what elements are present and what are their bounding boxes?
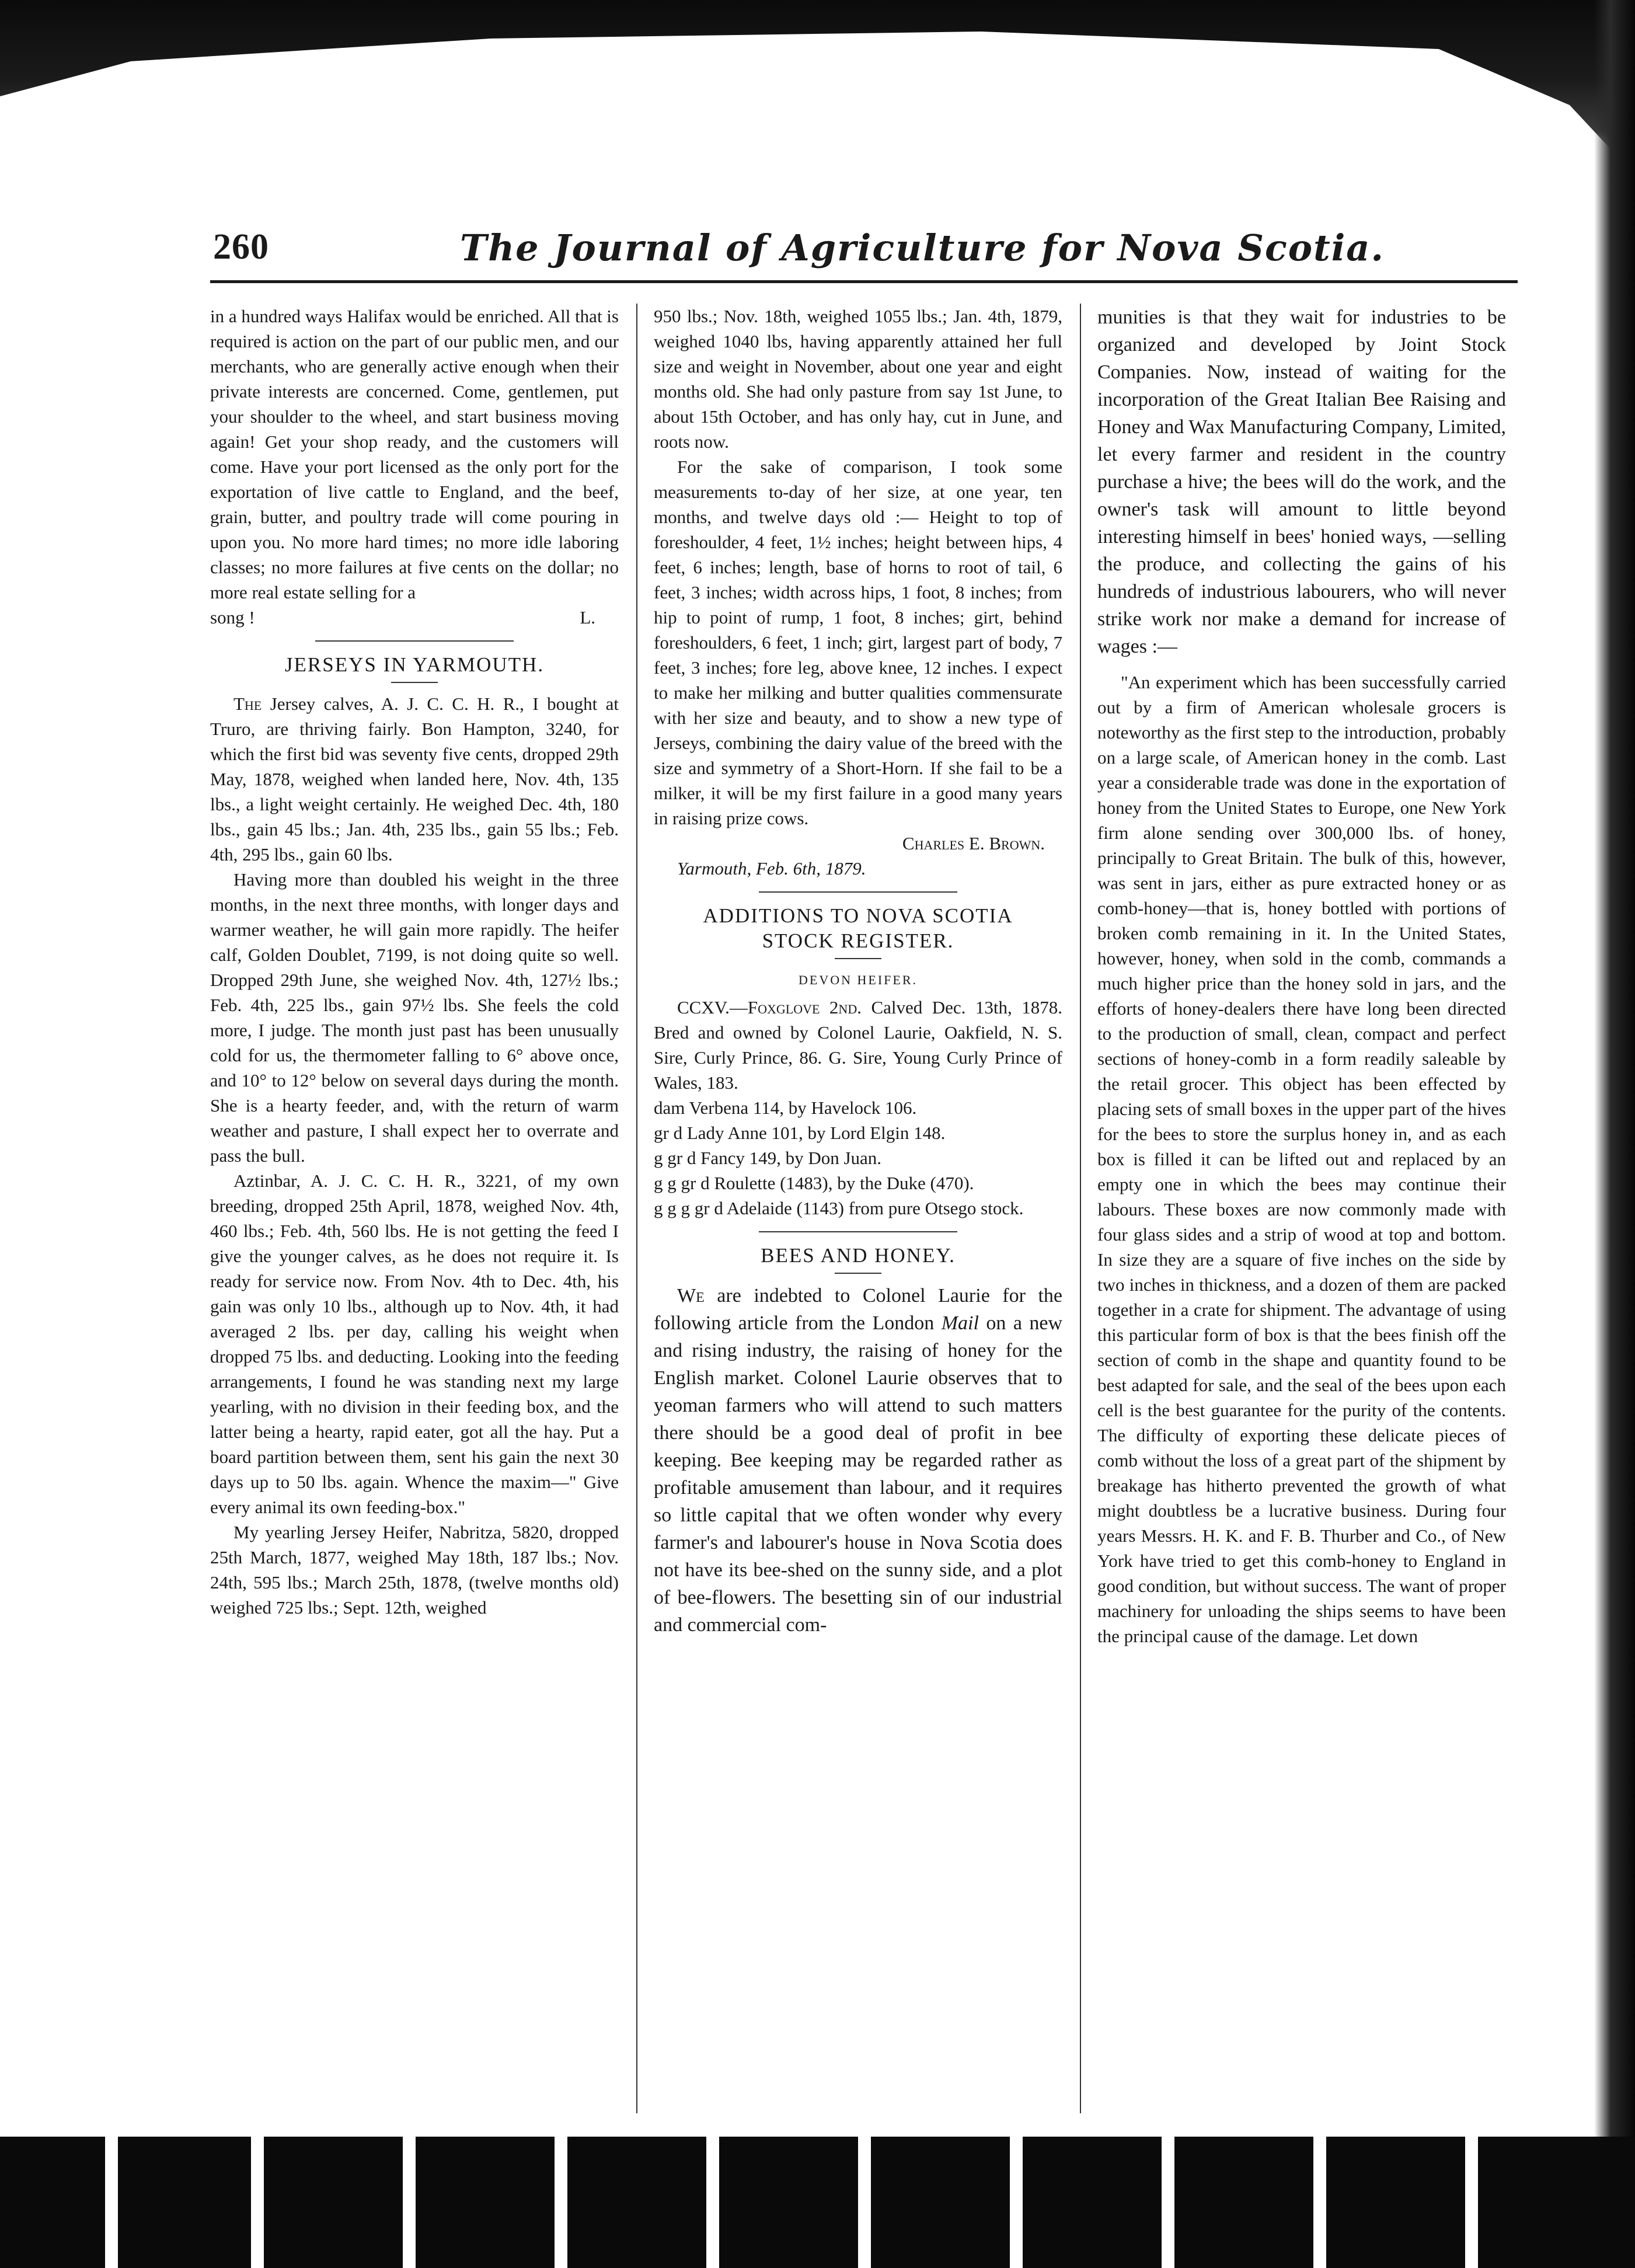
page-header xyxy=(210,222,1518,286)
article-heading: BEES AND HONEY. xyxy=(761,1244,956,1267)
intro-signature-row xyxy=(210,605,619,630)
column-1 xyxy=(210,304,619,2119)
dateline: Yarmouth, Feb. 6th, 1879. xyxy=(677,858,866,879)
paragraph-text: on a new and rising industry, the raising of honey for the English market. Colonel Laurie observes that to yeoman farmers who will attend to such matters there should be a good deal of profit in bee keeping. Bee keeping may be regarded rather as profitable amusement than labour, and it requires so little capital that we often wonder why every farmer's and labourer's house in Nova Scotia does not have its bee-shed on the sunny side, and a plot of bee-flowers. The besetting sin of our industrial and commercial com- xyxy=(654,1312,1062,1636)
scan-shadow-top xyxy=(0,0,1635,175)
scan-shadow-right xyxy=(1594,0,1635,2268)
publication-name: Mail xyxy=(941,1312,979,1334)
scan-notch xyxy=(555,2133,567,2268)
scan-notch xyxy=(251,2133,264,2268)
column-divider xyxy=(1080,304,1081,2113)
journal-title: The Journal of Agriculture for Nova Scotia. xyxy=(459,227,1385,269)
paragraph: 950 lbs.; Nov. 18th, weighed 1055 lbs.; Jan. 4th, 1879, weighed 1040 lbs, having apparently attained her full size and weight in November, about one year and eight months old. She had only pasture from say 1st June, to about 15th October, and has only hay, cut in June, and roots now. xyxy=(654,306,1062,452)
section-rule xyxy=(315,640,514,642)
pedigree-line: g g gr d Roulette (1483), by the Duke (470). xyxy=(654,1173,974,1193)
scan-notch xyxy=(1465,2133,1478,2268)
section-rule xyxy=(759,891,957,893)
paragraph: "An experiment which has been successfully carried out by a firm of American wholesale grocers is noteworthy as the first step to the introduction, probably on a large scale, of American honey in the comb. Last year a considerable trade was done in the exportation of honey from the United States to Europe, one New York firm alone sending over 300,000 lbs. of honey, principally to Great Britain. The bulk of this, however, was sent in jars, either as pure extracted honey or as comb-honey—that is, honey bottled with portions of broken comb remaining in it. In the United States, however, honey, when sold in the comb, commands a much higher price than the honey sold in jars, and the efforts of honey-dealers there have long been directed to the production of small, clean, compact and perfect sections of honey-comb in a form readily saleable by the retail grocer. This object has been effected by placing sets of small boxes in the upper part of the hives for the bees to store the surplus honey in, and as each box is filled it can be lifted out and replaced by an empty one in which the bees may continue their labours. These boxes are now commonly made with four glass sides and a strip of wood at top and bottom. In size they are a square of five inches on the side by two inches in thickness, and a dozen of them are packed together in a crate for shipment. The advantage of using this particular form of box is that the bees finish off the section of comb in the shape and quantity found to be best adapted for sale, and the seal of the bees upon each cell is the best guarantee for the purity of the contents. The difficulty of exporting these delicate pieces of comb without the loss of a great part of the shipment by breakage has hitherto prevented the growth of what might doubtless be a lucrative business. During four years Messrs. H. K. and F. B. Thurber and Co., of New York have tried to get this comb-honey to England in good condition, but without success. The want of proper machinery for unloading the ships seems to have been the principal cause of the damage. Let down xyxy=(1097,672,1506,1646)
scan-notch xyxy=(858,2133,871,2268)
paragraph xyxy=(210,691,619,867)
heading-rule xyxy=(391,682,438,683)
column-3 xyxy=(1097,304,1506,2119)
pedigree-line: g gr d Fancy 149, by Don Juan. xyxy=(654,1148,882,1168)
heading-rule xyxy=(835,958,881,959)
heading-rule xyxy=(835,1273,881,1274)
scan-notch xyxy=(403,2133,416,2268)
pedigree-line: gr d Lady Anne 101, by Lord Elgin 148. xyxy=(654,1123,946,1143)
article-heading: STOCK REGISTER. xyxy=(762,929,954,952)
scan-notch xyxy=(1162,2133,1174,2268)
article-heading: JERSEYS IN YARMOUTH. xyxy=(284,653,545,676)
entry-name: Foxglove 2nd. xyxy=(747,997,862,1018)
paragraph xyxy=(654,1282,1062,1639)
article-heading: ADDITIONS TO NOVA SCOTIA xyxy=(703,904,1013,927)
lead-word: We xyxy=(677,1285,705,1307)
paragraph-text: are indebted to Colonel Laurie for the following article from the London xyxy=(654,1285,1063,1334)
scan-shadow-bottom xyxy=(0,2137,1635,2268)
entry-number: CCXV.— xyxy=(677,997,748,1018)
pedigree-line: g g g gr d Adelaide (1143) from pure Otsego stock. xyxy=(654,1198,1024,1218)
intro-signature: L. xyxy=(580,607,595,628)
register-entry xyxy=(654,995,1062,1095)
paragraph-text: Jersey calves, A. J. C. C. H. R., I bought at Truro, are thriving fairly. Bon Hampton, 3240, for which the first bid was seventy five cents, dropped 29th May, 1878, weighed when landed here, Nov. 4th, 135 lbs., a light weight certainly. He weighed Dec. 4th, 180 lbs., gain 45 lbs.; Jan. 4th, 235 lbs., gain 55 lbs.; Feb. 4th, 295 lbs., gain 60 lbs. xyxy=(210,694,619,865)
sub-heading: DEVON HEIFER. xyxy=(799,973,918,987)
paragraph: Aztinbar, A. J. C. C. H. R., 3221, of my own breeding, dropped 25th April, 1878, weighed Nov. 4th, 460 lbs.; Feb. 4th, 560 lbs. He is not getting the feed I give the younger calves, as he does not require it. Is ready for service now. From Nov. 4th to Dec. 4th, his gain was only 10 lbs., although up to Nov. 4th, it had averaged 2 lbs. per day, calling his weight when dropped 75 lbs. and deducting. Looking into the feeding arrangements, I found he was standing next my large yearling, with no division in their feeding box, and the latter being a hearty, rapid eater, got all the hay. Put a board partition between them, sent his gain the next 30 days up to 50 lbs. again. Whence the maxim—" Give every animal its own feeding-box." xyxy=(210,1170,619,1517)
journal-page xyxy=(210,222,1518,2119)
author-signature: Charles E. Brown. xyxy=(902,833,1045,853)
pedigree-list xyxy=(654,1095,1062,1221)
scan-notch xyxy=(1313,2133,1326,2268)
column-2 xyxy=(654,304,1062,2119)
scan-notch xyxy=(1010,2133,1023,2268)
paragraph: in a hundred ways Halifax would be enriched. All that is required is action on the part of our public men, and our merchants, who are generally active enough when their private interests are concerned. Come, gentlemen, put your shoulder to the wheel, and start business moving again! Get your shop ready, and the customers will come. Have your port licensed as the only port for the exportation of live cattle to England, and the beef, grain, butter, and poultry trade will come pouring in upon you. No more hard times; no more idle laboring classes; no more failures at five cents on the dollar; no more real estate selling for a xyxy=(210,306,619,602)
paragraph: Having more than doubled his weight in the three months, in the next three months, with longer days and warmer weather, he will gain more rapidly. The heifer calf, Golden Doublet, 7199, is not doing quite so well. Dropped 29th June, she weighed Nov. 4th, 127½ lbs.; Feb. 4th, 225 lbs., gain 97½ lbs. She feels the cold more, I judge. The month just past has been unusually cold for us, the thermometer falling to 6° above once, and 10° to 12° below on several days during the month. She is a hearty feeder, and, with the return of warm weather and pasture, I shall expect her to overrate and pass the bull. xyxy=(210,869,619,1166)
section-rule xyxy=(759,1231,957,1232)
column-divider xyxy=(636,304,637,2113)
entry-text: Calved Dec. 13th, 1878. Bred and owned by Colonel Laurie, Oakfield, N. S. Sire, Curly Prince, 86. G. Sire, Young Curly Prince of Wales, 183. xyxy=(654,997,1063,1093)
page-number: 260 xyxy=(213,227,269,267)
header-rule xyxy=(210,280,1518,283)
paragraph: For the sake of comparison, I took some measurements to-day of her size, at one year, ten months, and twelve days old :— Height to top of foreshoulder, 4 feet, 1½ inches; height between hips, 4 feet, 6 inches; length, base of horns to root of tail, 6 feet, 3 inches; width across hips, 1 foot, 8 inches; from hip to point of rump, 1 foot, 8 inches; girt, behind foreshoulders, 6 feet, 1 inch; girt, largest part of body, 7 feet, 3 inches; fore leg, above knee, 12 inches. I expect to make her milking and butter qualities commensurate with her size and beauty, and to show a new type of Jerseys, combining the dairy value of the breed with the size and symmetry of a Short-Horn. If she fail to be a milker, it will be my first failure in a good many years in raising prize cows. xyxy=(654,457,1062,828)
scan-notch xyxy=(105,2133,118,2268)
scan-notch xyxy=(706,2133,719,2268)
paragraph: My yearling Jersey Heifer, Nabritza, 5820, dropped 25th March, 1877, weighed May 18th, 187 lbs.; Nov. 24th, 595 lbs.; March 25th, 1878, (twelve months old) weighed 725 lbs.; Sept. 12th, weighed xyxy=(210,1522,619,1618)
paragraph: munities is that they wait for industries to be organized and developed by Joint Stock Companies. Now, instead of waiting for the incorporation of the Great Italian Bee Raising and Honey and Wax Manufacturing Company, Limited, let every farmer and resident in the country purchase a hive; the bees will do the work, and the owner's task will amount to little beyond interesting himself in bees' honied ways, —selling the produce, and collecting the gains of his hundreds of industrious labourers, who will never strike work nor make a demand for increase of wages :— xyxy=(1097,306,1506,657)
pedigree-line: dam Verbena 114, by Havelock 106. xyxy=(654,1098,917,1118)
lead-word: The xyxy=(233,694,262,714)
intro-closing: song ! xyxy=(210,607,255,628)
